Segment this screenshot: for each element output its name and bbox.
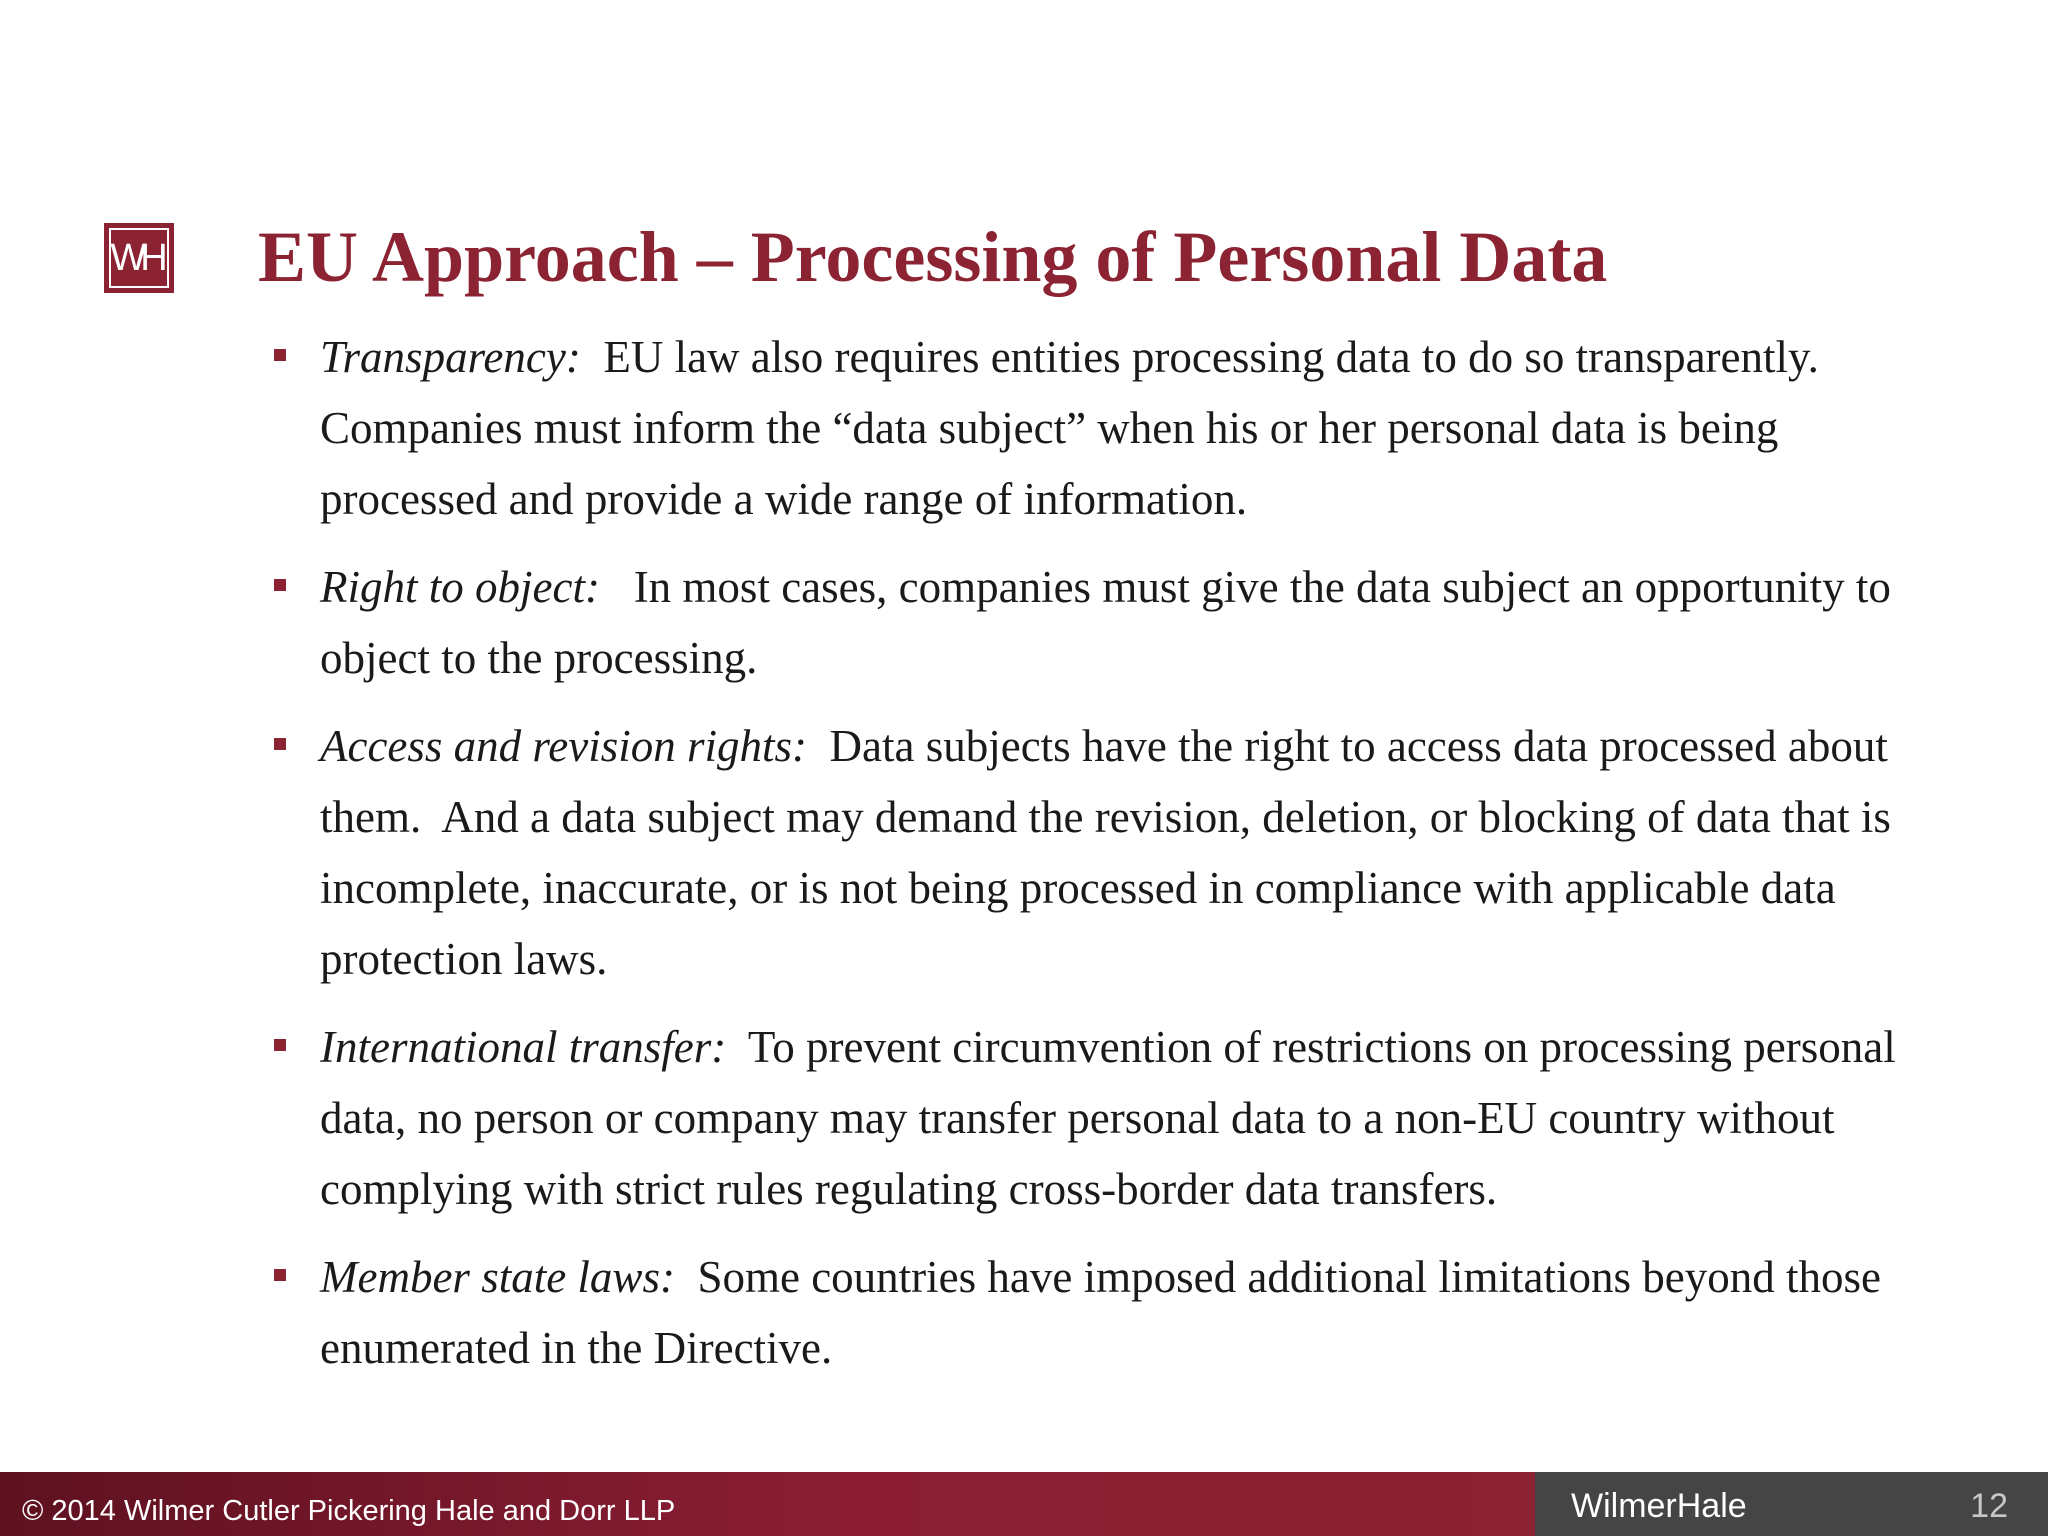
- square-bullet-icon: [274, 1269, 286, 1281]
- square-bullet-icon: [274, 579, 286, 591]
- bullet-item-member-state-laws: [262, 1242, 1922, 1384]
- bullet-term: International transfer:: [320, 1022, 727, 1072]
- bullet-term: Member state laws:: [320, 1252, 675, 1302]
- square-bullet-icon: [274, 1039, 286, 1051]
- bullet-item-access-revision: [262, 711, 1922, 995]
- bullet-text: EU law also requires entities processing data to do so transparently. Companies must inform the “data subject” when his or her personal data is being processed and provide a wide range of information.: [320, 332, 1842, 524]
- square-bullet-icon: [274, 738, 286, 750]
- bullet-item-right-to-object: [262, 552, 1922, 694]
- footer-left-panel: [0, 1472, 1535, 1536]
- copyright-text: © 2014 Wilmer Cutler Pickering Hale and Dorr LLP: [22, 1494, 676, 1527]
- bullet-term: Access and revision rights:: [320, 721, 808, 771]
- slide-title: EU Approach – Processing of Personal Data: [258, 217, 1608, 297]
- brand-name: WilmerHale: [1571, 1486, 1747, 1525]
- bullet-text: To prevent circumvention of restrictions on processing personal data, no person or company may transfer personal data to a non-EU country without complying with strict rules regulating cross-border data transfers.: [320, 1022, 1907, 1214]
- page-number: 12: [1970, 1486, 2008, 1525]
- wilmerhale-logo: [104, 223, 174, 293]
- footer-bar: [0, 1472, 2048, 1536]
- bullet-item-transparency: [262, 322, 1922, 535]
- bullet-text: Data subjects have the right to access data processed about them. And a data subject may demand the revision, deletion, or blocking of data that is incomplete, inaccurate, or is not being processed in compliance with applicable data protection laws.: [320, 721, 1903, 984]
- logo-text: WH: [110, 237, 162, 279]
- bullet-item-international-transfer: [262, 1012, 1922, 1225]
- square-bullet-icon: [274, 349, 286, 361]
- bullet-text: Some countries have imposed additional limitations beyond those enumerated in the Directive.: [320, 1252, 1893, 1373]
- footer-right-panel: [1535, 1472, 2048, 1536]
- bullet-list: [262, 322, 1922, 1401]
- bullet-term: Transparency:: [320, 332, 581, 382]
- bullet-term: Right to object:: [320, 562, 600, 612]
- bullet-text: In most cases, companies must give the data subject an opportunity to object to the processing.: [320, 562, 1903, 683]
